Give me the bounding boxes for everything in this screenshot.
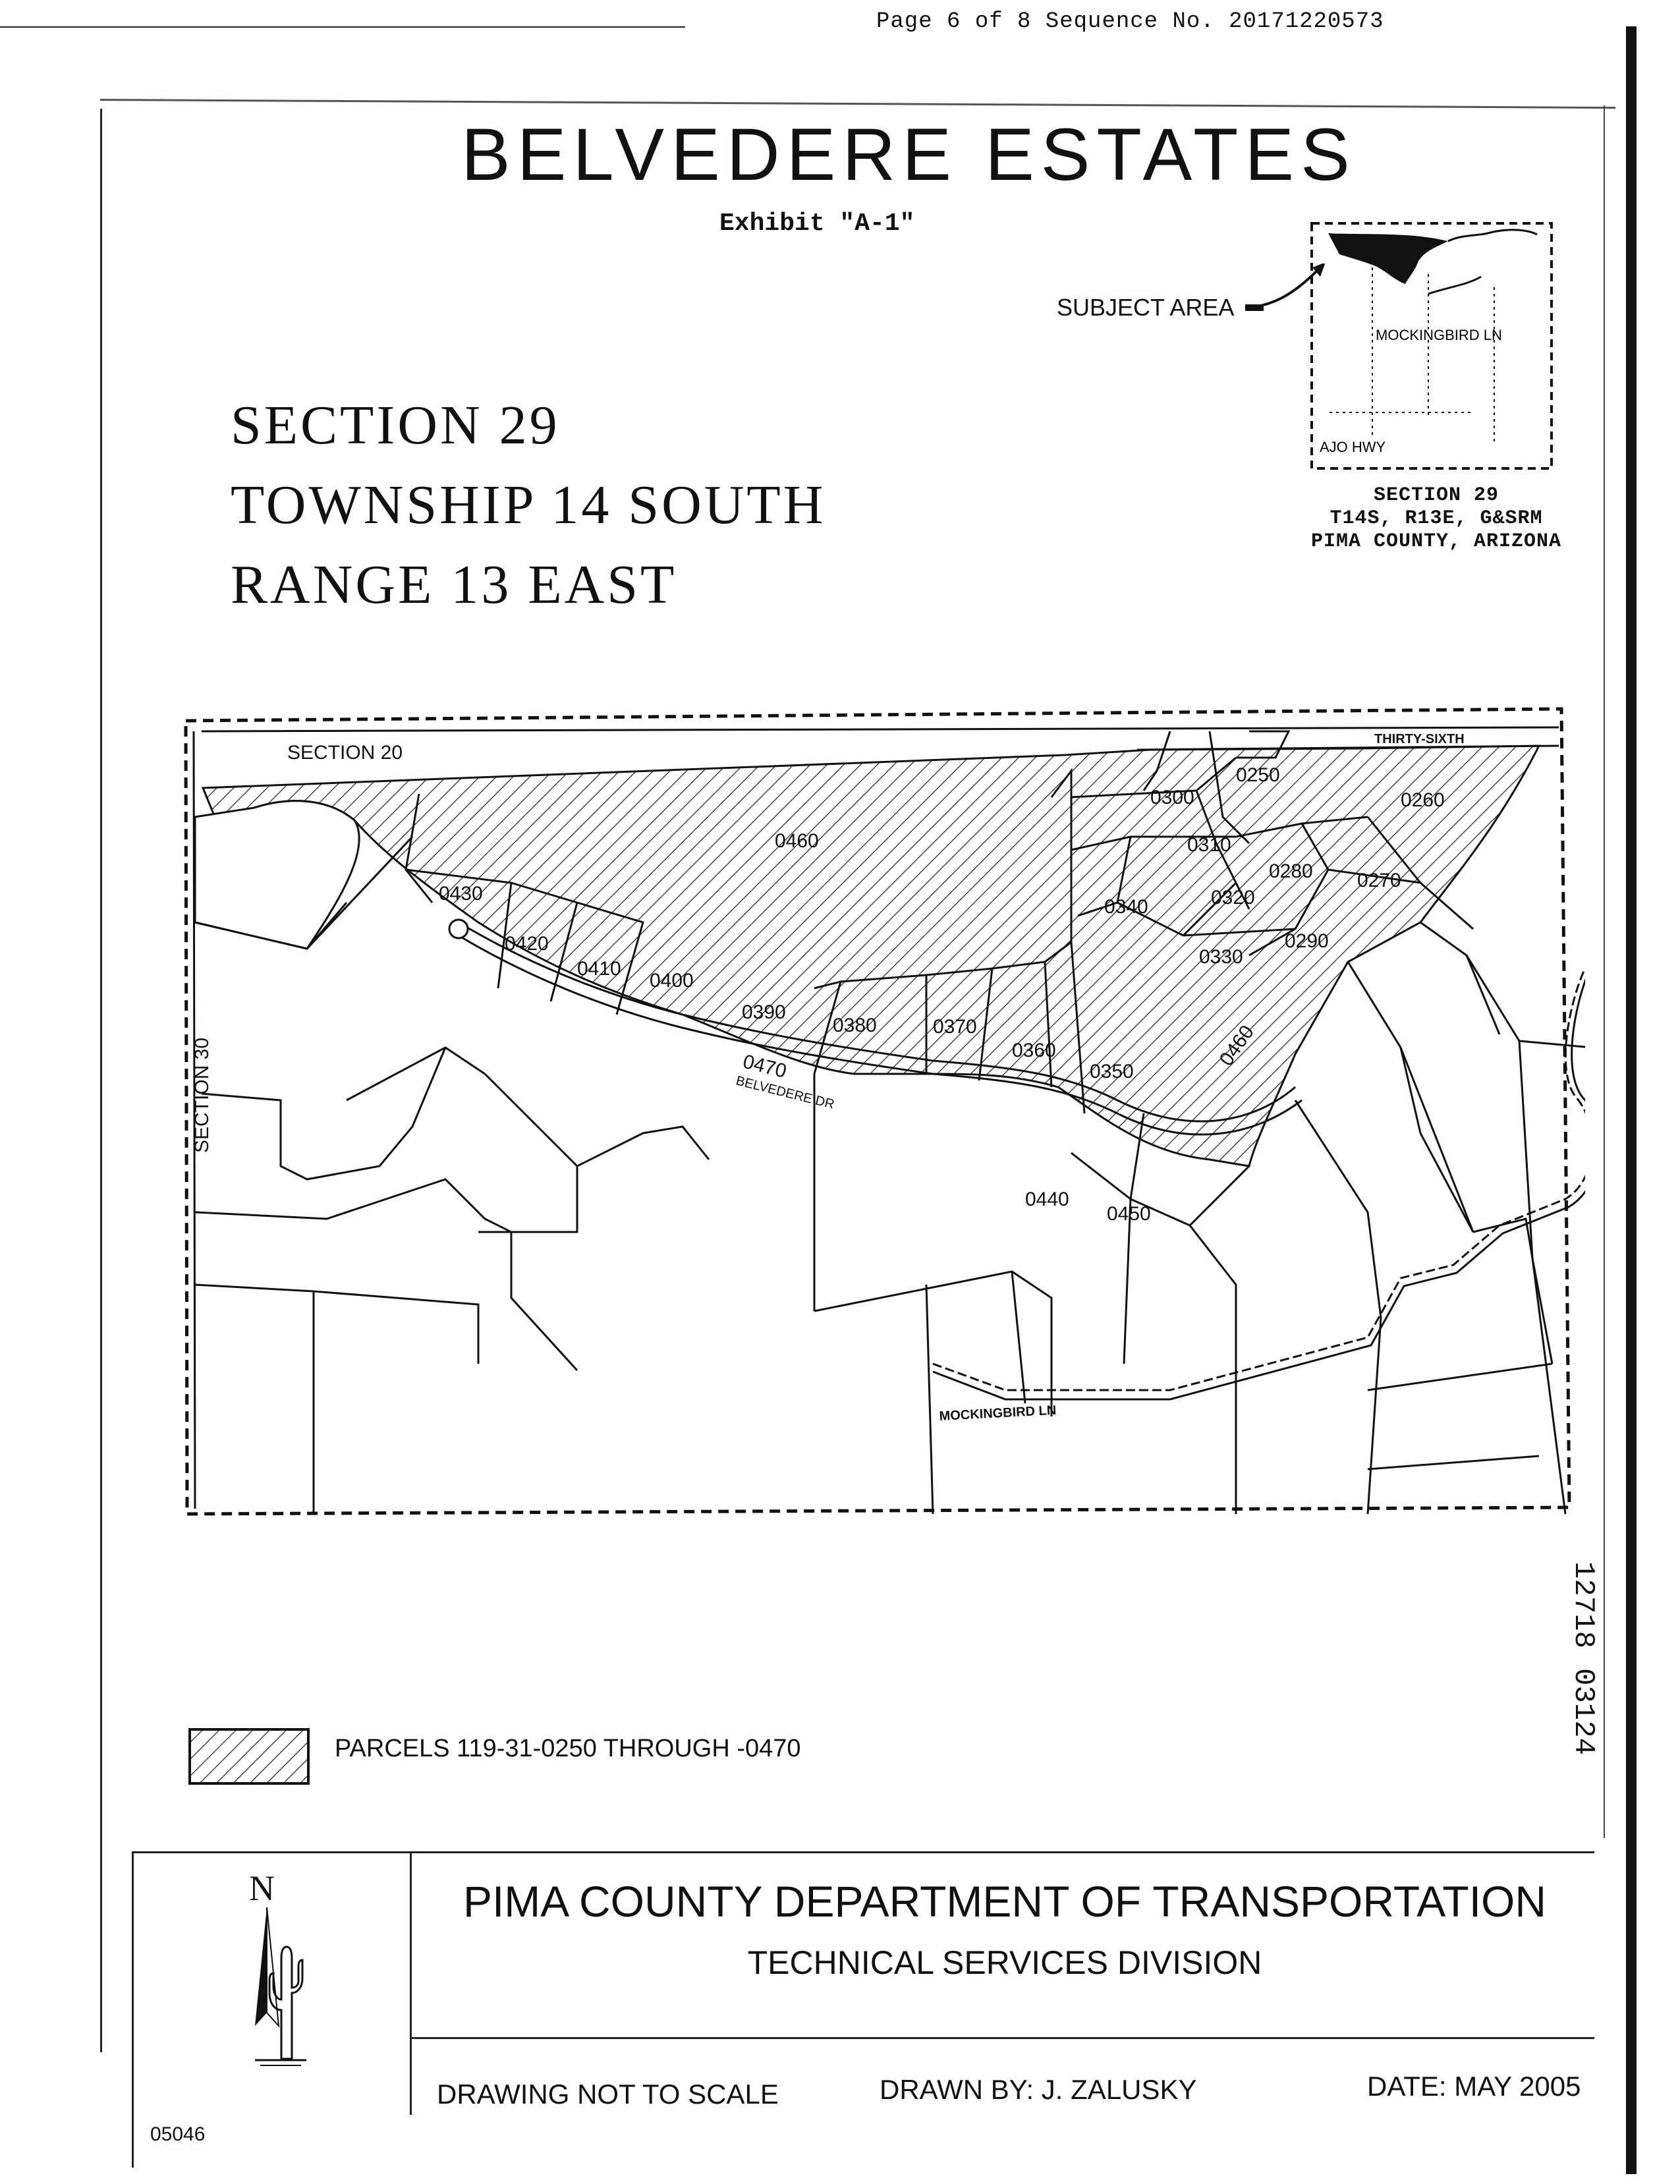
inset-caption-township: T14S, R13E, G&SRM: [1330, 507, 1543, 530]
township-text: TOWNSHIP 14 SOUTH: [231, 474, 826, 536]
inset-subject-area: [1328, 233, 1448, 284]
north-label: N: [249, 1868, 275, 1908]
drawing-date: DATE: MAY 2005: [1367, 2071, 1581, 2102]
parcel-label-0310: 0310: [1187, 834, 1231, 856]
subject-area-label: SUBJECT AREA: [1057, 294, 1235, 321]
section-block: [231, 385, 826, 625]
parcel-label-0250: 0250: [1236, 764, 1280, 786]
parcel-label-0360: 0360: [1012, 1040, 1056, 1061]
inset-road-ajo: AJO HWY: [1320, 439, 1386, 455]
parcel-label-0370: 0370: [933, 1016, 977, 1038]
parcel-label-0380: 0380: [833, 1015, 877, 1036]
recording-stamp-page: 03124: [1567, 1668, 1600, 1756]
drawn-by: DRAWN BY: J. ZALUSKY: [880, 2074, 1197, 2105]
frame-left-border: [100, 109, 102, 2052]
map-title: BELVEDERE ESTATES: [461, 113, 1357, 196]
parcel-label-0420: 0420: [505, 933, 549, 955]
parcel-label-0320: 0320: [1211, 887, 1255, 909]
parcel-label-0430: 0430: [439, 883, 483, 905]
section-text: SECTION 29: [231, 395, 560, 456]
parcel-label-0440: 0440: [1025, 1189, 1069, 1210]
header-rule: [0, 26, 685, 28]
frame-top-border: [100, 99, 1615, 109]
exhibit-label: Exhibit "A-1": [719, 210, 915, 238]
parcel-label-0270: 0270: [1357, 870, 1401, 891]
parcel-label-0280: 0280: [1269, 860, 1313, 882]
page-sequence: Page 6 of 8 Sequence No. 20171220573: [876, 9, 1384, 34]
parcel-label-0300: 0300: [1150, 787, 1194, 808]
parcel-label-0410: 0410: [577, 958, 621, 980]
inset-caption-county: PIMA COUNTY, ARIZONA: [1310, 530, 1562, 553]
north-arrow-icon: [240, 1907, 313, 2098]
parcel-label-0350: 0350: [1090, 1061, 1134, 1082]
drawing-code: 05046: [150, 2123, 206, 2145]
title-block-left-rule: [132, 1851, 134, 2168]
location-inset-map: [1310, 221, 1554, 470]
label-section-30: SECTION 30: [191, 1037, 213, 1153]
parcel-label-0290: 0290: [1285, 930, 1329, 952]
label-mockingbird-ln: MOCKINGBIRD LN: [939, 1403, 1057, 1424]
label-belvedere-dr: BELVEDERE DR: [734, 1073, 836, 1112]
parcel-label-0470: 0470: [741, 1050, 789, 1082]
parcel-label-0340: 0340: [1104, 896, 1148, 918]
parcel-label-0460-road: 0460: [1215, 1021, 1259, 1071]
parcel-label-0330: 0330: [1199, 946, 1243, 968]
parcel-map: [182, 705, 1585, 1517]
inset-caption: [1285, 484, 1588, 553]
label-section-20: SECTION 20: [287, 742, 403, 764]
label-thirty-sixth: THIRTY-SIXTH: [1374, 732, 1465, 746]
title-block-divider: [410, 1851, 412, 2115]
division-name: TECHNICAL SERVICES DIVISION: [747, 1944, 1262, 1981]
range-text: RANGE 13 EAST: [231, 554, 677, 615]
title-block-middle-rule: [410, 2037, 1594, 2039]
parcel-label-0390: 0390: [742, 1001, 786, 1023]
legend-label: PARCELS 119-31-0250 THROUGH -0470: [335, 1735, 801, 1762]
scan-edge-bar: [1626, 26, 1637, 2174]
legend-hatch-swatch: [188, 1727, 310, 1785]
hatched-parcels-area: [203, 746, 1539, 1166]
inset-caption-section: SECTION 29: [1373, 484, 1499, 507]
parcel-label-0260: 0260: [1401, 789, 1445, 811]
inset-road-mockingbird: MOCKINGBIRD LN: [1376, 327, 1502, 343]
recording-stamp: [1568, 1561, 1608, 1755]
department-name: PIMA COUNTY DEPARTMENT OF TRANSPORTATION: [462, 1877, 1547, 1926]
scale-note: DRAWING NOT TO SCALE: [437, 2079, 779, 2110]
parcel-label-0400: 0400: [650, 970, 694, 992]
parcel-label-0450: 0450: [1107, 1203, 1151, 1225]
parcel-label-0460: 0460: [775, 830, 819, 852]
title-block-top-rule: [132, 1851, 1594, 1853]
recording-stamp-book: 12718: [1567, 1561, 1600, 1649]
